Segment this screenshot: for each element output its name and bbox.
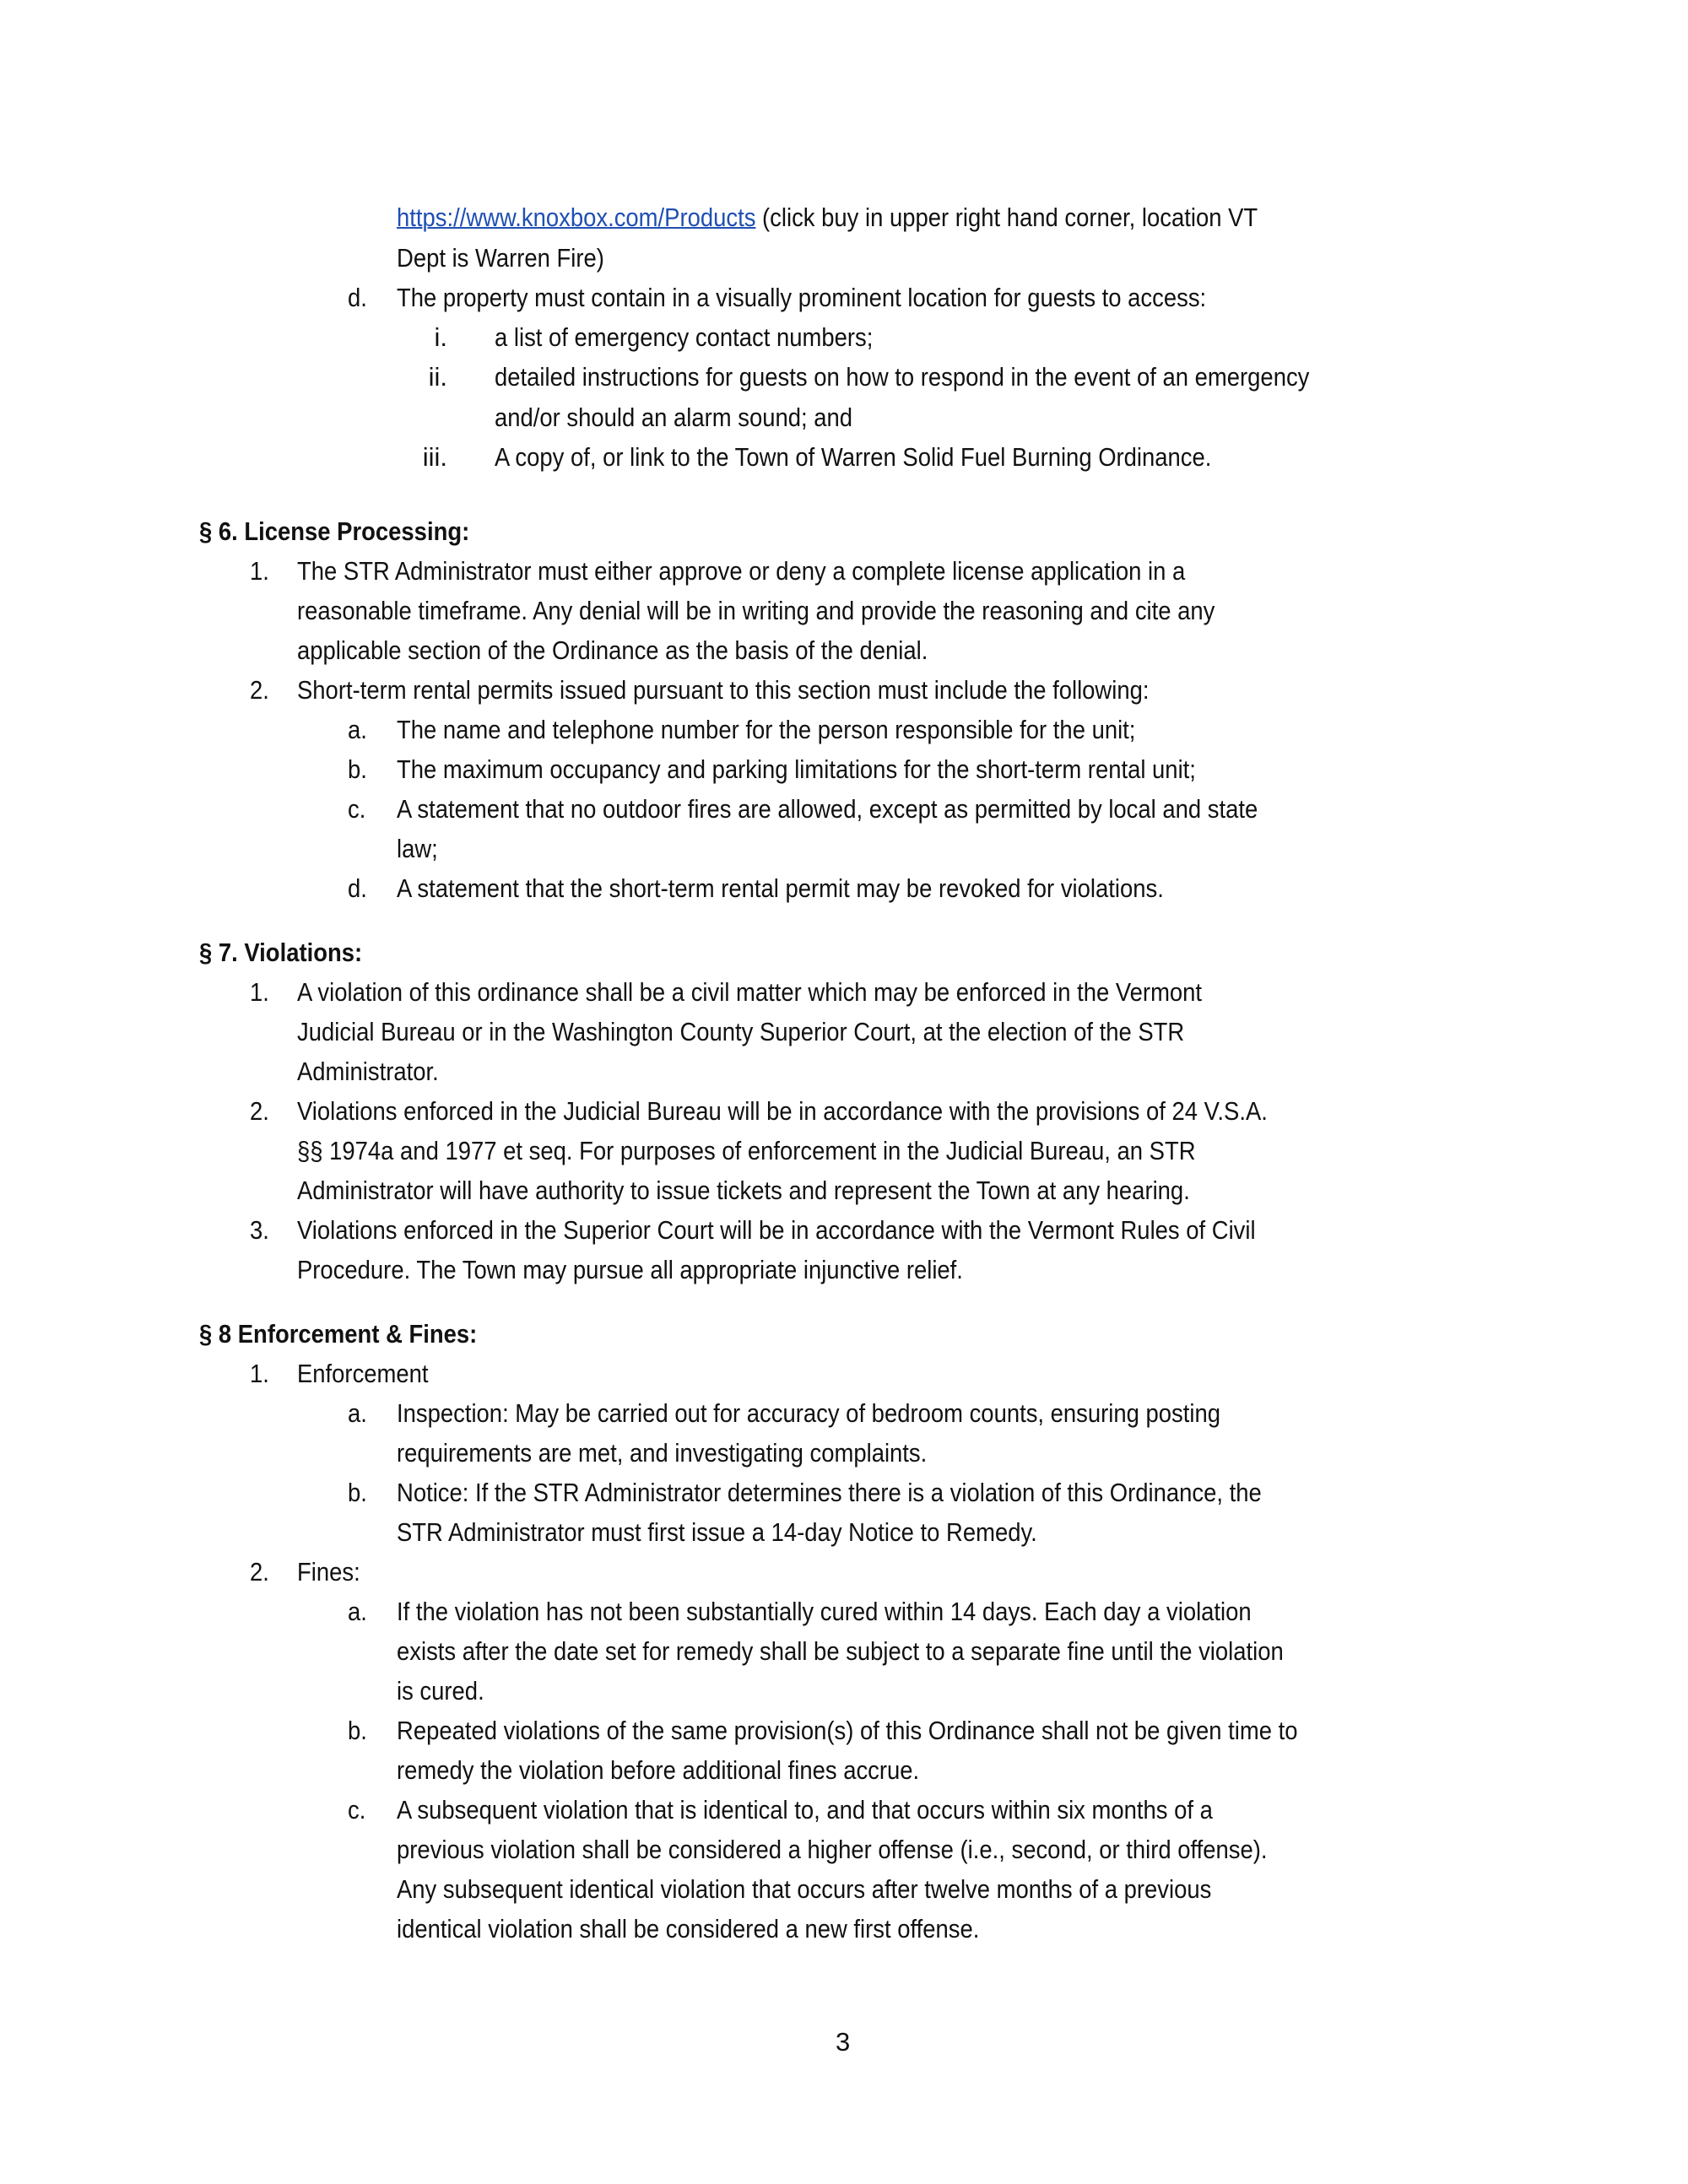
knoxbox-link[interactable]: https://www.knoxbox.com/Products	[397, 203, 756, 232]
list-marker: a.	[348, 1398, 367, 1428]
list-marker: 2.	[250, 1557, 269, 1587]
list-item-text: Administrator will have authority to issue tickets and represent the Town at any hearing.	[297, 1176, 1190, 1205]
knoxbox-line	[397, 201, 1258, 235]
section-6-heading: § 6. License Processing:	[199, 516, 470, 546]
list-item-text: Violations enforced in the Judicial Bureau will be in accordance with the provisions of 24 V.S.A.	[297, 1096, 1268, 1126]
list-marker: d.	[348, 283, 367, 312]
list-marker: b.	[348, 1478, 367, 1507]
list-marker: 2.	[250, 1096, 269, 1126]
sub-item-text: Any subsequent identical violation that occurs after twelve months of a previous	[397, 1874, 1212, 1904]
list-marker: 1.	[250, 556, 269, 586]
list-marker: a.	[348, 715, 367, 744]
sub-item-text: A copy of, or link to the Town of Warren Solid Fuel Burning Ordinance.	[495, 442, 1212, 472]
list-item-text: applicable section of the Ordinance as the basis of the denial.	[297, 635, 928, 665]
roman-marker: iii.	[422, 442, 447, 472]
sub-item-text: A statement that the short-term rental permit may be revoked for violations.	[397, 873, 1164, 903]
page-number: 3	[836, 2027, 851, 2057]
list-item-text: reasonable timeframe. Any denial will be in writing and provide the reasoning and cite any	[297, 596, 1215, 625]
list-item-text: The STR Administrator must either approve or deny a complete license application in a	[297, 556, 1186, 586]
list-marker: a.	[348, 1597, 367, 1626]
sub-item-text: a list of emergency contact numbers;	[495, 322, 874, 352]
list-item-text: Short-term rental permits issued pursuant to this section must include the following:	[297, 675, 1150, 705]
list-item-text: Procedure. The Town may pursue all appropriate injunctive relief.	[297, 1255, 963, 1284]
enforcement-label: Enforcement	[297, 1359, 429, 1388]
roman-marker: i.	[434, 322, 447, 352]
list-marker: 1.	[250, 1359, 269, 1388]
sub-item-text: exists after the date set for remedy shall be subject to a separate fine until the violation	[397, 1636, 1284, 1666]
list-marker: b.	[348, 754, 367, 784]
list-marker: c.	[348, 1795, 366, 1825]
sub-item-text: STR Administrator must first issue a 14-day Notice to Remedy.	[397, 1517, 1037, 1547]
list-item-text: A violation of this ordinance shall be a civil matter which may be enforced in the Vermont	[297, 977, 1203, 1007]
list-marker: 2.	[250, 675, 269, 705]
knoxbox-link-note: (click buy in upper right hand corner, location VT	[755, 203, 1258, 232]
list-marker: d.	[348, 873, 367, 903]
list-item-text: Administrator.	[297, 1057, 439, 1086]
fines-label: Fines:	[297, 1557, 360, 1587]
list-marker: 1.	[250, 977, 269, 1007]
sub-item-text: Repeated violations of the same provision(s) of this Ordinance shall not be given time to	[397, 1716, 1298, 1745]
section-7-heading: § 7. Violations:	[199, 938, 363, 967]
roman-marker: ii.	[428, 362, 447, 392]
sub-item-text: law;	[397, 834, 438, 863]
sub-item-text: The name and telephone number for the person responsible for the unit;	[397, 715, 1136, 744]
list-item-text: Judicial Bureau or in the Washington County Superior Court, at the election of the STR	[297, 1017, 1185, 1046]
section-8-heading: § 8 Enforcement & Fines:	[199, 1319, 478, 1349]
sub-item-text: requirements are met, and investigating complaints.	[397, 1438, 928, 1468]
sub-item-text: previous violation shall be considered a higher offense (i.e., second, or third offense).	[397, 1835, 1268, 1864]
knoxbox-note-cont: Dept is Warren Fire)	[397, 243, 604, 273]
list-item-text: The property must contain in a visually prominent location for guests to access:	[397, 283, 1207, 312]
list-marker: c.	[348, 794, 366, 824]
list-marker: 3.	[250, 1215, 269, 1245]
list-item-text: Violations enforced in the Superior Court will be in accordance with the Vermont Rules of Civil	[297, 1215, 1256, 1245]
sub-item-text: Inspection: May be carried out for accuracy of bedroom counts, ensuring posting	[397, 1398, 1221, 1428]
sub-item-text: and/or should an alarm sound; and	[495, 403, 853, 432]
sub-item-text: If the violation has not been substantially cured within 14 days. Each day a violation	[397, 1597, 1252, 1626]
sub-item-text: Notice: If the STR Administrator determines there is a violation of this Ordinance, the	[397, 1478, 1262, 1507]
sub-item-text: A statement that no outdoor fires are allowed, except as permitted by local and state	[397, 794, 1258, 824]
list-marker: b.	[348, 1716, 367, 1745]
sub-item-text: is cured.	[397, 1676, 484, 1706]
sub-item-text: identical violation shall be considered a new first offense.	[397, 1914, 980, 1943]
sub-item-text: A subsequent violation that is identical to, and that occurs within six months of a	[397, 1795, 1213, 1825]
list-item-text: §§ 1974a and 1977 et seq. For purposes of enforcement in the Judicial Bureau, an STR	[297, 1136, 1196, 1165]
sub-item-text: remedy the violation before additional fines accrue.	[397, 1755, 920, 1785]
sub-item-text: detailed instructions for guests on how to respond in the event of an emergency	[495, 362, 1310, 392]
sub-item-text: The maximum occupancy and parking limitations for the short-term rental unit;	[397, 754, 1196, 784]
